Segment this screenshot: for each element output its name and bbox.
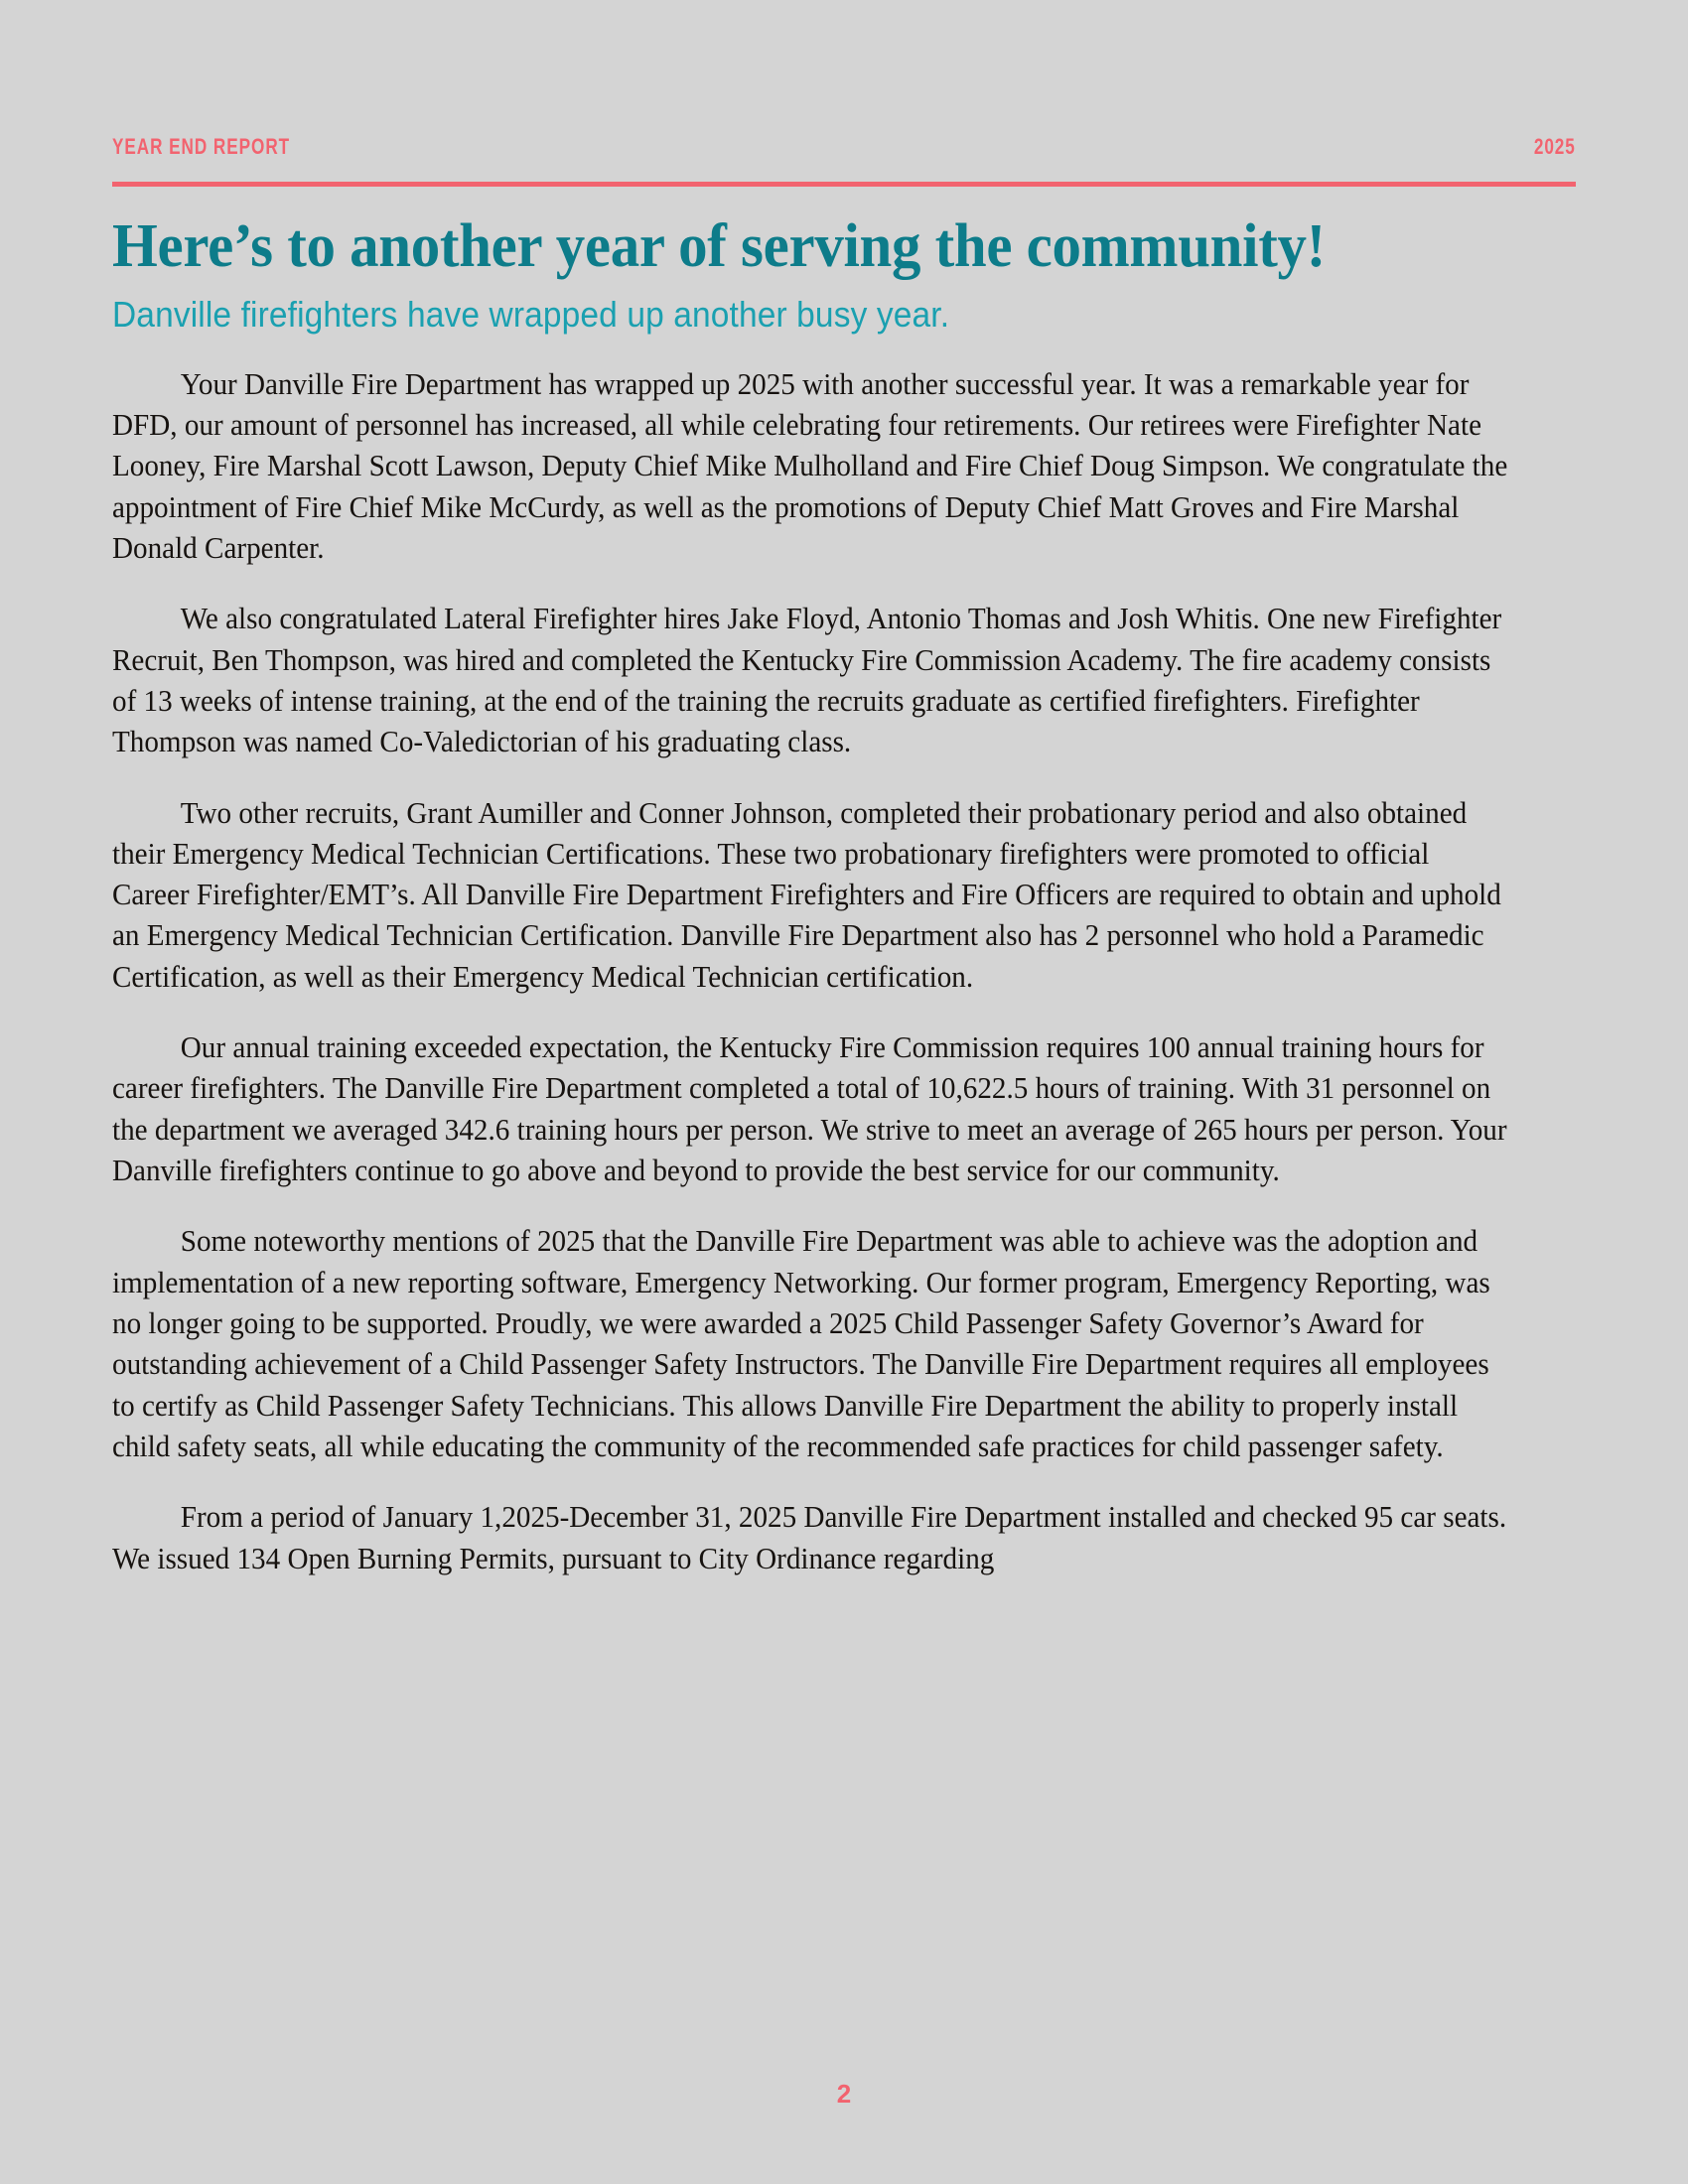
article-body [112, 335, 1576, 1579]
paragraph: From a period of January 1,2025-December 31, 2025 Danville Fire Department installed and checked 95 car seats. We issued 134 Open Burning Permits, pursuant to City Ordinance regarding [112, 1500, 1507, 1575]
paragraph: Two other recruits, Grant Aumiller and Conner Johnson, completed their probationary period and also obtained their Emergency Medical Technician Certifications. These two probationary firefighters were promoted to official Career Firefighter/EMT’s. All Danville Fire Department Firefighters and Fire Officers are required to obtain and uphold an Emergency Medical Technician Certification. Danville Fire Department also has 2 personnel who hold a Paramedic Certification, as well as their Emergency Medical Technician certification. [112, 795, 1501, 994]
page-title: Here’s to another year of serving the community! [112, 212, 1326, 280]
running-header [112, 0, 1576, 158]
running-header-year: 2025 [1534, 134, 1576, 159]
paragraph: We also congratulated Lateral Firefighter hires Jake Floyd, Antonio Thomas and Josh Whitis. One new Firefighter Recruit, Ben Thompson, was hired and completed the Kentucky Fire Commission Academy. The fire academy consists of 13 weeks of intense training, at the end of the training the recruits graduate as certified firefighters. Firefighter Thompson was named Co-Valedictorian of his graduating class. [112, 602, 1502, 759]
page-subtitle: Danville firefighters have wrapped up another busy year. [112, 294, 950, 336]
paragraph: Your Danville Fire Department has wrapped up 2025 with another successful year. It was a remarkable year for DFD, our amount of personnel has increased, all while celebrating four retirements. Our retirees were Firefighter Nate Looney, Fire Marshal Scott Lawson, Deputy Chief Mike Mulholland and Fire Chief Doug Simpson. We congratulate the appointment of Fire Chief Mike McCurdy, as well as the promotions of Deputy Chief Matt Groves and Fire Marshal Donald Carpenter. [112, 366, 1508, 565]
running-header-label: YEAR END REPORT [112, 134, 291, 159]
paragraph: Our annual training exceeded expectation, the Kentucky Fire Commission requires 100 annual training hours for career firefighters. The Danville Fire Department completed a total of 10,622.5 hours of training. With 31 personnel on the department we averaged 342.6 training hours per person. We strive to meet an average of 265 hours per person. Your Danville firefighters continue to go above and beyond to provide the best service for our community. [112, 1030, 1507, 1187]
page-number: 2 [836, 2079, 852, 2109]
paragraph: Some noteworthy mentions of 2025 that the Danville Fire Department was able to achieve was the adoption and implementation of a new reporting software, Emergency Networking. Our former program, Emergency Reporting, was no longer going to be supported. Proudly, we were awarded a 2025 Child Passenger Safety Governor’s Award for outstanding achievement of a Child Passenger Safety Instructors. The Danville Fire Department requires all employees to certify as Child Passenger Safety Technicians. This allows Danville Fire Department the ability to properly install child safety seats, all while educating the community of the recommended safe practices for child passenger safety. [112, 1224, 1490, 1463]
